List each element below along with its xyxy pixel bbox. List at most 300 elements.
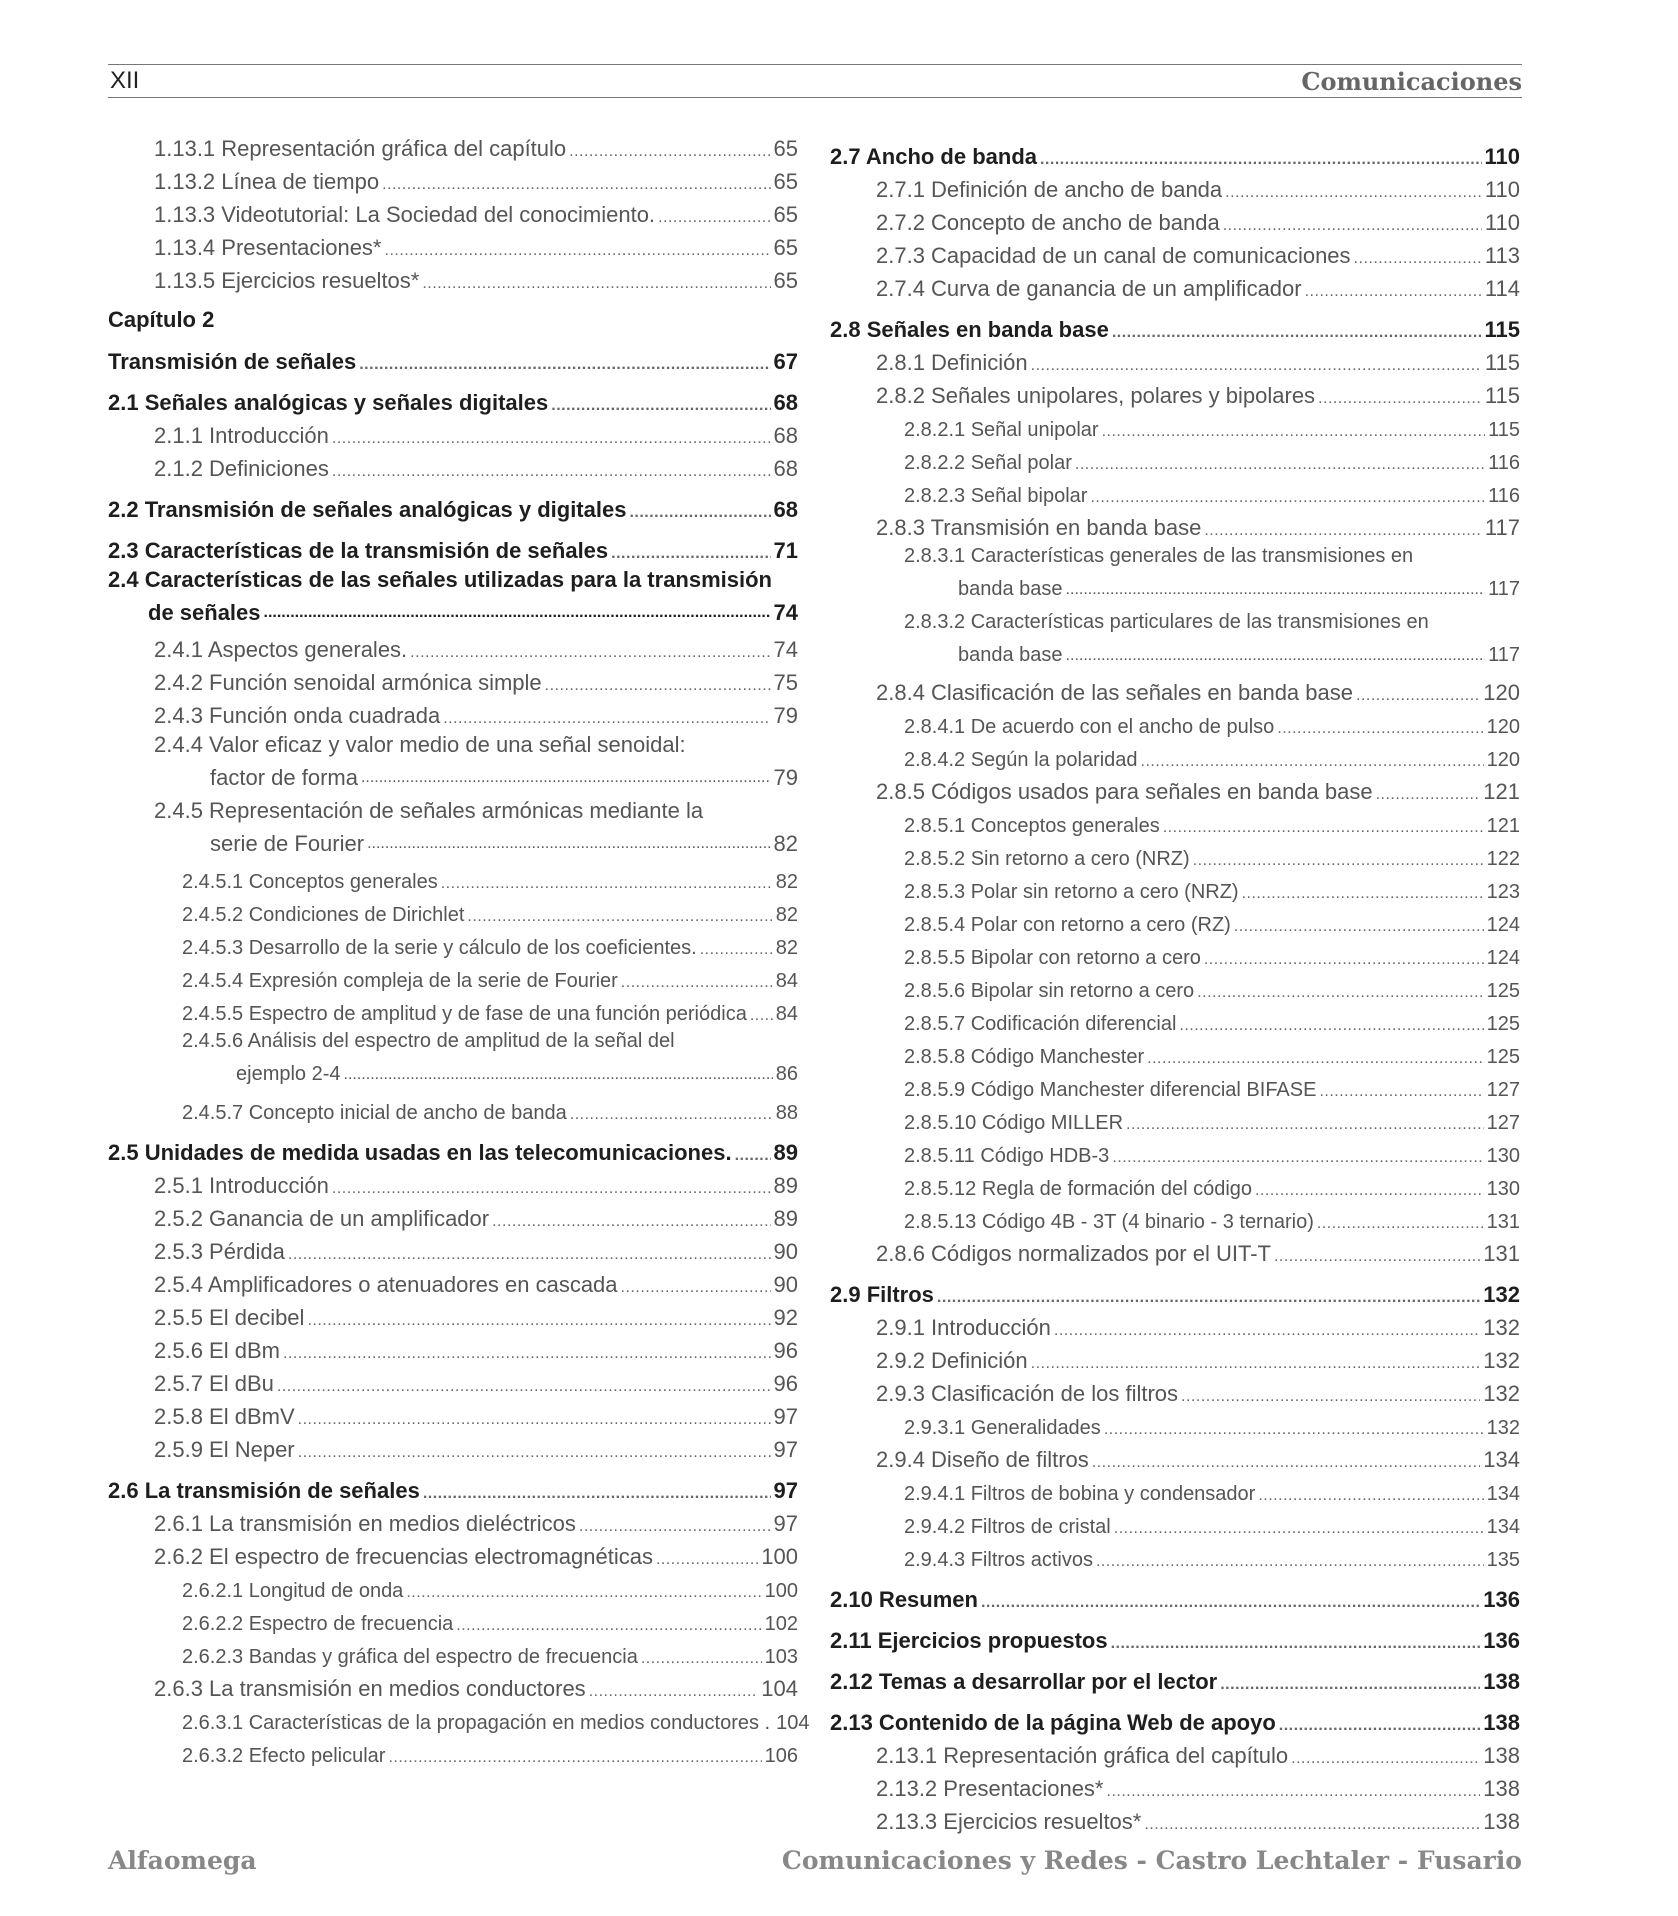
dot-leader	[1223, 217, 1482, 235]
toc-entry-page: 84	[775, 970, 798, 992]
toc-entry-title: 2.9.4.1 Filtros de bobina y condensador	[904, 1483, 1256, 1505]
toc-entry-page: 71	[773, 537, 798, 563]
toc-entry[interactable]	[108, 1124, 798, 1165]
toc-entry[interactable]	[830, 1373, 1520, 1406]
toc-entry-title: 2.6 La transmisión de señales	[108, 1477, 420, 1503]
dot-leader	[589, 1683, 759, 1701]
toc-entry[interactable]	[108, 992, 798, 1025]
toc-entry-title: 2.11 Ejercicios propuestos	[830, 1627, 1108, 1653]
dot-leader	[1181, 1388, 1480, 1406]
dot-leader	[467, 908, 772, 926]
toc-entry[interactable]	[830, 903, 1520, 936]
toc-entry-title: 2.8.5.1 Conceptos generales	[904, 815, 1160, 837]
toc-entry-page: 68	[773, 455, 798, 481]
toc-entry[interactable]	[830, 1612, 1520, 1653]
toc-entry[interactable]	[108, 1231, 798, 1264]
dot-leader	[1066, 573, 1486, 606]
toc-entry-page: 115	[1484, 316, 1520, 342]
dot-leader	[283, 1345, 771, 1363]
dot-leader	[937, 1289, 1480, 1307]
dot-leader	[1291, 1750, 1480, 1768]
dot-leader	[1225, 184, 1482, 202]
toc-entry-title: 2.8.4.1 De acuerdo con el ancho de pulso	[904, 716, 1275, 738]
dot-leader	[1102, 423, 1486, 441]
toc-entry[interactable]	[108, 1602, 798, 1635]
toc-entry-title: Transmisión de señales	[108, 348, 357, 374]
toc-entry-page: 96	[773, 1337, 798, 1363]
toc-entry[interactable]	[830, 507, 1520, 540]
toc-entry-title: 2.8.5.9 Código Manchester diferencial BIFASE	[904, 1079, 1317, 1101]
toc-entry[interactable]	[830, 268, 1520, 301]
toc-entry-page: 74	[773, 600, 798, 625]
toc-entry[interactable]	[830, 128, 1520, 169]
toc-entry-title: 2.1 Señales analógicas y señales digitales	[108, 389, 549, 415]
toc-entry[interactable]	[108, 1536, 798, 1569]
toc-entry-title: 2.4.1 Aspectos generales.	[154, 636, 408, 662]
toc-entry[interactable]	[830, 705, 1520, 738]
toc-entry[interactable]	[830, 474, 1520, 507]
toc-entry-page: 97	[773, 1510, 798, 1536]
toc-entry-title: 2.4.5 Representación de señales armónicas mediante la	[154, 798, 704, 823]
toc-entry[interactable]	[830, 441, 1520, 474]
toc-entry-title: 2.13 Contenido de la página Web de apoyo	[830, 1709, 1276, 1735]
dot-leader	[1204, 522, 1482, 540]
toc-entry[interactable]	[108, 893, 798, 926]
toc-entry-page: 115	[1488, 419, 1520, 441]
toc-entry[interactable]	[108, 959, 798, 992]
toc-entry[interactable]	[830, 1101, 1520, 1134]
toc-entry[interactable]	[830, 202, 1520, 235]
toc-entry-title-continued: de señales	[148, 600, 261, 625]
toc-entry[interactable]	[108, 1330, 798, 1363]
toc-entry-page: 96	[773, 1370, 798, 1396]
toc-entry[interactable]	[830, 837, 1520, 870]
toc-entry[interactable]	[108, 1396, 798, 1429]
toc-entry-title: 2.1.2 Definiciones	[154, 455, 329, 481]
toc-entry-title: 1.13.3 Videotutorial: La Sociedad del conocimiento.	[154, 201, 656, 227]
toc-entry-page: 86	[775, 1063, 798, 1085]
toc-entry-title: 2.9.3 Clasificación de los filtros	[876, 1380, 1179, 1406]
toc-entry-page: 82	[775, 871, 798, 893]
toc-entry-title: 2.9.4.2 Filtros de cristal	[904, 1516, 1111, 1538]
toc-entry[interactable]	[108, 448, 798, 481]
toc-column-right	[830, 128, 1520, 1834]
toc-entry-title: 2.8.3.1 Características generales de las transmisiones en	[904, 545, 1414, 567]
dot-leader	[1104, 1421, 1484, 1439]
dot-leader	[1147, 1050, 1483, 1068]
dot-leader	[443, 710, 770, 728]
toc-entry-title: 2.8.5 Códigos usados para señales en banda base	[876, 778, 1373, 804]
toc-entry[interactable]	[108, 415, 798, 448]
toc-entry-page: 131	[1486, 1211, 1520, 1233]
dot-leader	[1305, 283, 1482, 301]
dot-leader	[1255, 1182, 1484, 1200]
toc-entry[interactable]	[108, 662, 798, 695]
toc-entry-page: 79	[773, 702, 798, 728]
toc-entry[interactable]	[830, 1472, 1520, 1505]
toc-entry[interactable]	[108, 1165, 798, 1198]
toc-entry-title: 2.4.5.2 Condiciones de Dirichlet	[182, 904, 465, 926]
page-header	[108, 64, 1522, 98]
toc-entry[interactable]	[830, 1439, 1520, 1472]
toc-entry-page: 122	[1486, 848, 1520, 870]
toc-entry-title: 2.7.4 Curva de ganancia de un amplificador	[876, 275, 1302, 301]
dot-leader	[288, 1246, 771, 1264]
page-number: XII	[110, 67, 140, 94]
toc-entry[interactable]	[830, 1002, 1520, 1035]
toc-entry-page: 74	[773, 636, 798, 662]
toc-entry-title: 2.5.7 El dBu	[154, 1370, 274, 1396]
toc-entry-title: 2.4.5.7 Concepto inicial de ancho de banda	[182, 1102, 567, 1124]
toc-entry-title: 2.6.2.3 Bandas y gráfica del espectro de frecuencia	[182, 1646, 638, 1668]
toc-entry[interactable]	[108, 1264, 798, 1297]
toc-entry-page: 116	[1488, 485, 1520, 507]
toc-entry[interactable]	[108, 1701, 810, 1734]
dot-leader	[1317, 1215, 1484, 1233]
toc-entry[interactable]	[830, 1694, 1520, 1735]
dot-leader	[264, 596, 771, 629]
toc-entry-page: 117	[1488, 578, 1520, 600]
toc-entry-title: 2.4.5.5 Espectro de amplitud y de fase de una función periódica	[182, 1003, 747, 1025]
toc-entry[interactable]	[830, 969, 1520, 1002]
toc-entry[interactable]	[108, 563, 798, 629]
dot-leader	[1274, 1248, 1480, 1266]
dot-leader	[332, 430, 771, 448]
toc-entry-title: 2.4.4 Valor eficaz y valor medio de una señal senoidal:	[154, 732, 686, 757]
toc-entry-page: 65	[773, 267, 798, 293]
toc-entry-title: 2.6.1 La transmisión en medios dieléctricos	[154, 1510, 576, 1536]
toc-entry[interactable]	[108, 481, 798, 522]
toc-entry[interactable]	[830, 771, 1520, 804]
toc-entry-title: 2.8.5.8 Código Manchester	[904, 1046, 1145, 1068]
toc-entry-page: 134	[1486, 1516, 1520, 1538]
toc-entry[interactable]	[108, 161, 798, 194]
toc-entry-title: 2.7.3 Capacidad de un canal de comunicaciones	[876, 242, 1351, 268]
toc-entry-title: 2.6.3 La transmisión en medios conductores	[154, 1675, 586, 1701]
toc-entry-title: 2.5.3 Pérdida	[154, 1238, 285, 1264]
dot-leader	[1204, 951, 1484, 969]
toc-entry-page: 134	[1483, 1446, 1520, 1472]
toc-entry-title: 2.9 Filtros	[830, 1281, 934, 1307]
dot-leader	[1234, 918, 1484, 936]
toc-entry-title: 2.2 Transmisión de señales analógicas y digitales	[108, 496, 627, 522]
toc-entry-title: 2.4.2 Función senoidal armónica simple	[154, 669, 542, 695]
dot-leader	[1242, 885, 1484, 903]
toc-entry-title: 2.8.5.11 Código HDB-3	[904, 1145, 1110, 1167]
page-footer	[108, 1846, 1522, 1875]
toc-entry[interactable]	[108, 1569, 798, 1602]
toc-entry[interactable]	[830, 1068, 1520, 1101]
dot-leader	[1114, 1520, 1484, 1538]
toc-entry-title: 2.9.1 Introducción	[876, 1314, 1051, 1340]
dot-leader	[406, 1584, 761, 1602]
toc-entry-title: 2.8.5.3 Polar sin retorno a cero (NRZ)	[904, 881, 1239, 903]
dot-leader	[361, 761, 771, 794]
toc-entry-title: 2.9.2 Definición	[876, 1347, 1028, 1373]
toc-entry-page: 100	[761, 1543, 798, 1569]
toc-entry[interactable]	[830, 1035, 1520, 1068]
toc-entry[interactable]	[830, 169, 1520, 202]
toc-entry-title: 2.10 Resumen	[830, 1586, 978, 1612]
toc-entry[interactable]	[830, 870, 1520, 903]
toc-entry-title: 2.6.3.1 Características de la propagación en medios conductores .	[182, 1712, 771, 1734]
dot-leader	[1318, 390, 1482, 408]
toc-entry-page: 138	[1483, 1742, 1520, 1768]
toc-entry-page: 110	[1484, 143, 1520, 169]
toc-entry-page: 132	[1483, 1281, 1520, 1307]
dot-leader	[1096, 1553, 1484, 1571]
dot-leader	[1111, 1635, 1481, 1653]
toc-entry-title: 2.5.1 Introducción	[154, 1172, 329, 1198]
toc-entry-page: 103	[764, 1646, 798, 1668]
dot-leader	[456, 1617, 761, 1635]
toc-entry[interactable]	[108, 333, 798, 374]
toc-entry-page: 121	[1486, 815, 1520, 837]
toc-entry-page: 132	[1483, 1380, 1520, 1406]
toc-entry[interactable]	[108, 629, 798, 662]
dot-leader	[1031, 1355, 1481, 1373]
dot-leader	[735, 1147, 771, 1165]
toc-entry-page: 121	[1483, 778, 1520, 804]
toc-entry[interactable]	[108, 1091, 798, 1124]
dot-leader	[332, 463, 771, 481]
toc-entry[interactable]	[830, 375, 1520, 408]
toc-entry-page: 65	[773, 135, 798, 161]
toc-entry[interactable]	[108, 374, 798, 415]
toc-entry-page: 106	[764, 1745, 798, 1767]
toc-entry[interactable]	[830, 235, 1520, 268]
toc-entry-title: 2.8.5.7 Codificación diferencial	[904, 1013, 1177, 1035]
toc-entry-title-continued: banda base	[958, 578, 1063, 600]
toc-entry[interactable]	[830, 1134, 1520, 1167]
dot-leader	[700, 941, 773, 959]
dot-leader	[1319, 1083, 1483, 1101]
toc-entry-page: 82	[775, 937, 798, 959]
toc-entry-page: 120	[1486, 749, 1520, 771]
dot-leader	[298, 1411, 771, 1429]
dot-leader	[750, 1007, 773, 1025]
dot-leader	[344, 1058, 773, 1091]
toc-entry[interactable]	[830, 1307, 1520, 1340]
toc-entry[interactable]	[830, 1200, 1520, 1233]
toc-entry[interactable]	[108, 1429, 798, 1462]
toc-entry-title: 2.8.2 Señales unipolares, polares y bipolares	[876, 382, 1316, 408]
toc-entry[interactable]	[108, 227, 798, 260]
toc-entry-title: 2.5 Unidades de medida usadas en las telecomunicaciones.	[108, 1139, 732, 1165]
dot-leader	[359, 356, 770, 374]
toc-entry-page: 125	[1486, 1046, 1520, 1068]
dot-leader	[545, 677, 771, 695]
toc-entry-title: 2.9.3.1 Generalidades	[904, 1417, 1101, 1439]
toc-entry-page: 138	[1483, 1709, 1520, 1735]
toc-entry-page: 127	[1486, 1112, 1520, 1134]
toc-entry[interactable]	[830, 1653, 1520, 1694]
dot-leader	[658, 209, 770, 227]
toc-entry[interactable]	[830, 1266, 1520, 1307]
toc-entry-title: 2.6.2.1 Longitud de onda	[182, 1580, 404, 1602]
toc-entry[interactable]	[108, 1198, 798, 1231]
toc-entry[interactable]	[108, 128, 798, 161]
dot-leader	[611, 545, 770, 563]
toc-entry-title: 2.4 Características de las señales utilizadas para la transmisión	[108, 567, 772, 592]
dot-leader	[492, 1213, 770, 1231]
toc-entry-page: 125	[1486, 980, 1520, 1002]
toc-entry-title: 2.8.5.6 Bipolar sin retorno a cero	[904, 980, 1195, 1002]
toc-entry[interactable]	[108, 522, 798, 563]
toc-entry[interactable]	[830, 301, 1520, 342]
toc-entry-title: 2.4.5.1 Conceptos generales	[182, 871, 438, 893]
toc-entry[interactable]	[830, 936, 1520, 969]
toc-entry-page: 117	[1484, 514, 1520, 540]
toc-entry[interactable]	[830, 342, 1520, 375]
toc-entry[interactable]	[830, 1167, 1520, 1200]
toc-entry-page: 68	[773, 389, 798, 415]
toc-entry-title: 2.3 Características de la transmisión de señales	[108, 537, 609, 563]
toc-entry-title: 2.4.5.6 Análisis del espectro de amplitud de la señal del	[182, 1030, 675, 1052]
toc-column-left	[108, 128, 810, 1767]
toc-entry-title: 2.8.4 Clasificación de las señales en banda base	[876, 679, 1353, 705]
chapter-heading: Capítulo 2	[108, 307, 215, 332]
toc-entry[interactable]	[108, 1668, 798, 1701]
toc-entry[interactable]	[830, 1768, 1520, 1801]
toc-entry[interactable]	[830, 1406, 1520, 1439]
dot-leader	[579, 1518, 771, 1536]
toc-entry-page: 120	[1486, 716, 1520, 738]
dot-leader	[1066, 639, 1486, 672]
toc-entry[interactable]	[108, 260, 798, 293]
toc-entry-title: 2.7.1 Definición de ancho de banda	[876, 176, 1223, 202]
dot-leader	[1354, 250, 1482, 268]
toc-entry-title: 2.6.3.2 Efecto pelicular	[182, 1745, 386, 1767]
toc-entry[interactable]	[108, 1363, 798, 1396]
toc-entry-page: 67	[773, 348, 798, 374]
dot-leader	[641, 1650, 762, 1668]
toc-entry-title: 2.8.3 Transmisión en banda base	[876, 514, 1202, 540]
toc-entry[interactable]	[108, 1635, 798, 1668]
toc-entry-page: 79	[773, 765, 798, 790]
toc-entry-title: 2.1.1 Introducción	[154, 422, 329, 448]
toc-entry-page: 124	[1486, 947, 1520, 969]
dot-leader	[441, 875, 773, 893]
toc-entry[interactable]	[830, 606, 1520, 672]
dot-leader	[621, 1279, 771, 1297]
toc-entry-title: 2.8.5.12 Regla de formación del código	[904, 1178, 1253, 1200]
toc-entry[interactable]	[830, 672, 1520, 705]
toc-entry[interactable]	[108, 860, 798, 893]
dot-leader	[332, 1180, 771, 1198]
toc-entry[interactable]	[830, 1505, 1520, 1538]
toc-entry[interactable]	[830, 1538, 1520, 1571]
dot-leader	[1376, 786, 1481, 804]
running-title: Comunicaciones	[1301, 66, 1522, 96]
toc-entry-title: 2.8.5.4 Polar con retorno a cero (RZ)	[904, 914, 1231, 936]
toc-entry[interactable]	[108, 794, 798, 860]
toc-entry-page: 115	[1484, 349, 1520, 375]
toc-entry-page: 127	[1486, 1079, 1520, 1101]
toc-entry-page: 130	[1486, 1178, 1520, 1200]
toc-entry[interactable]	[830, 738, 1520, 771]
toc-entry-page: 123	[1486, 881, 1520, 903]
dot-leader	[629, 504, 770, 522]
toc-entry-title: 2.8.5.10 Código MILLER	[904, 1112, 1124, 1134]
toc-entry-title: 2.5.8 El dBmV	[154, 1403, 295, 1429]
dot-leader	[1141, 753, 1484, 771]
toc-entry-page: 132	[1483, 1314, 1520, 1340]
toc-entry-title: 2.8.2.1 Señal unipolar	[904, 419, 1099, 441]
toc-entry-page: 120	[1483, 679, 1520, 705]
toc-entry[interactable]	[830, 1340, 1520, 1373]
toc-entry-title: 2.8.1 Definición	[876, 349, 1028, 375]
toc-entry-page: 113	[1484, 242, 1520, 268]
toc-entry[interactable]	[108, 728, 798, 794]
toc-entry-page: 138	[1483, 1775, 1520, 1801]
toc-entry-page: 132	[1486, 1417, 1520, 1439]
toc-entry-page: 100	[764, 1580, 798, 1602]
toc-entry[interactable]	[108, 1503, 798, 1536]
toc-entry-page: 124	[1486, 914, 1520, 936]
toc-entry-page: 134	[1486, 1483, 1520, 1505]
toc-entry-page: 68	[773, 422, 798, 448]
toc-entry[interactable]	[830, 540, 1520, 606]
toc-entry[interactable]	[830, 1571, 1520, 1612]
toc-entry-title: 2.9.4.3 Filtros activos	[904, 1549, 1093, 1571]
toc-entry[interactable]	[830, 1801, 1520, 1834]
dot-leader	[1112, 324, 1482, 342]
toc-entry-title-continued: banda base	[958, 644, 1063, 666]
toc-entry[interactable]	[108, 1025, 798, 1091]
toc-entry[interactable]	[108, 1734, 798, 1767]
toc-entry-page: 92	[773, 1304, 798, 1330]
toc-entry-title: 2.8.2.2 Señal polar	[904, 452, 1072, 474]
toc-entry[interactable]	[108, 926, 798, 959]
dot-leader	[1163, 819, 1484, 837]
toc-entry[interactable]	[830, 1233, 1520, 1266]
dot-leader	[1040, 151, 1481, 169]
toc-entry-title: 2.8.4.2 Según la polaridad	[904, 749, 1138, 771]
toc-entry-page: 104	[761, 1675, 798, 1701]
dot-leader	[410, 644, 770, 662]
dot-leader	[1054, 1322, 1480, 1340]
toc-entry[interactable]	[108, 695, 798, 728]
toc-entry-page: 97	[773, 1403, 798, 1429]
toc-entry[interactable]	[108, 1297, 798, 1330]
dot-leader	[1112, 1149, 1483, 1167]
dot-leader	[298, 1444, 771, 1462]
toc-entry-page: 138	[1483, 1808, 1520, 1834]
toc-entry-page: 131	[1483, 1240, 1520, 1266]
toc-entry-page: 110	[1484, 176, 1520, 202]
dot-leader	[569, 143, 770, 161]
toc-entry-title: 1.13.4 Presentaciones*	[154, 234, 382, 260]
toc-entry[interactable]	[830, 804, 1520, 837]
toc-entry[interactable]	[830, 1735, 1520, 1768]
toc-entry-page: 136	[1483, 1627, 1520, 1653]
dot-leader	[1193, 852, 1484, 870]
dot-leader	[1179, 1017, 1483, 1035]
toc-entry-title: 2.5.4 Amplificadores o atenuadores en cascada	[154, 1271, 618, 1297]
toc-entry-title: 2.4.5.4 Expresión compleja de la serie de Fourier	[182, 970, 618, 992]
toc-entry-title: 2.12 Temas a desarrollar por el lector	[830, 1668, 1218, 1694]
toc-entry[interactable]	[108, 1462, 798, 1503]
dot-leader	[570, 1106, 773, 1124]
dot-leader	[382, 176, 770, 194]
toc-entry[interactable]	[830, 408, 1520, 441]
book-credit: Comunicaciones y Redes - Castro Lechtaler - Fusario	[781, 1846, 1522, 1875]
toc-entry-page: 135	[1486, 1549, 1520, 1571]
toc-entry-page: 104	[776, 1712, 810, 1734]
toc-entry[interactable]	[108, 194, 798, 227]
toc-entry-title-continued: ejemplo 2-4	[236, 1063, 341, 1085]
